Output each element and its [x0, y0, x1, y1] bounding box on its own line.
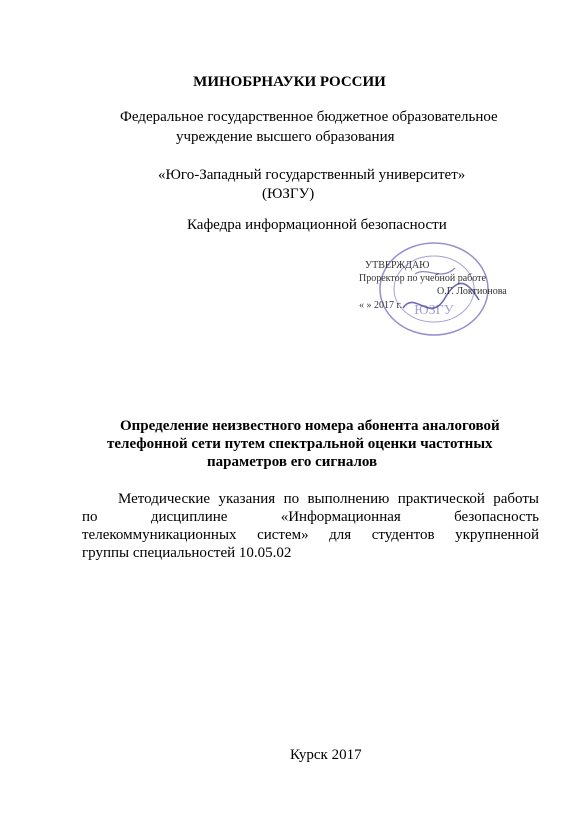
department-name: Кафедра информационной безопасности	[187, 217, 447, 233]
description-line-2: по дисциплине «Информационная безопасность	[82, 509, 539, 525]
university-name: «Юго-Западный государственный университет»	[158, 167, 466, 183]
document-title-line-1: Определение неизвестного номера абонента аналоговой	[120, 418, 500, 434]
organization-line-2: учреждение высшего образования	[176, 129, 395, 145]
approval-label: УТВЕРЖДАЮ	[365, 260, 430, 271]
approval-stamp	[345, 236, 540, 346]
description-line-3: телекоммуникационных систем» для студентов укрупненной	[82, 527, 539, 543]
city-year: Курск 2017	[290, 747, 362, 763]
approver-name: О.Г. Локтионова	[437, 286, 507, 297]
organization-line-1: Федеральное государственное бюджетное образовательное	[120, 109, 498, 125]
approver-position: Проректор по учебной работе	[359, 273, 486, 284]
description-line-4: группы специальностей 10.05.02	[82, 545, 292, 561]
university-abbreviation: (ЮЗГУ)	[262, 186, 315, 202]
description-line-1: Методические указания по выполнению практической работы	[118, 491, 539, 507]
approval-date: « » 2017 г.	[359, 300, 402, 311]
ministry-heading: МИНОБРНАУКИ РОССИИ	[193, 74, 386, 90]
document-title-line-2: телефонной сети путем спектральной оценки частотных	[107, 436, 493, 452]
document-title-line-3: параметров его сигналов	[207, 454, 378, 470]
seal-label: ЮЗГУ	[414, 303, 454, 318]
